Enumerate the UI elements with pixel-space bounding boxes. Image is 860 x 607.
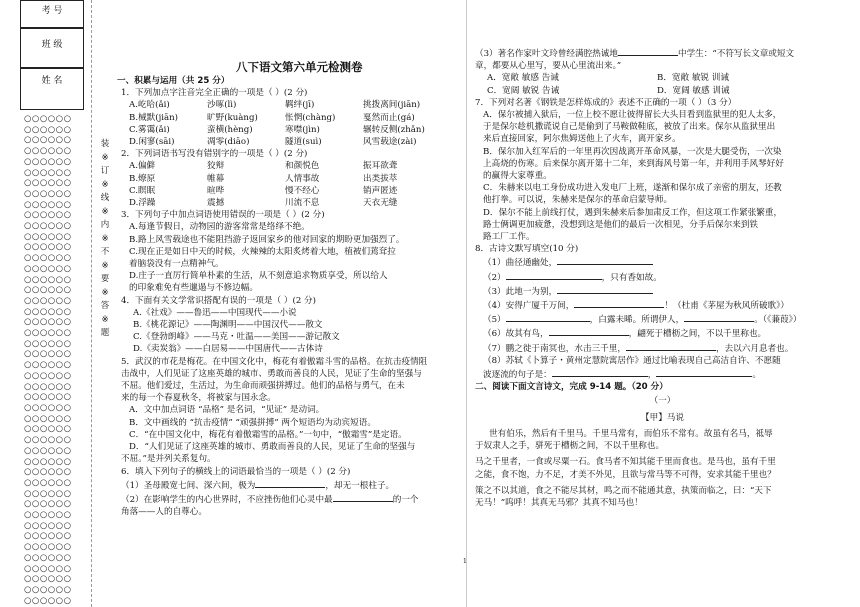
q3-option-d: D.庄子一直厉行简单朴素的生活，从不刻意追求物质享受，所以给人 bbox=[129, 271, 388, 282]
exam-number-label: 考 号 bbox=[41, 6, 63, 16]
q2-option-cell: 狡辩 bbox=[207, 161, 225, 172]
oval-row: ○○○○○○ bbox=[24, 445, 72, 456]
q8-6a: （6）故其有鸟， bbox=[483, 329, 549, 340]
q1-option-cell: C.雾霭(ǎi) bbox=[129, 124, 170, 135]
q8-8d: 。 bbox=[752, 370, 761, 381]
q1-option-cell: 隧道(suì) bbox=[285, 137, 322, 148]
q8-3: （3）此地一为别， bbox=[483, 286, 558, 297]
q8-4b: ！（杜甫《茅屋为秋风所破歌》） bbox=[664, 301, 790, 312]
page-title: 八下语文第六单元检测卷 bbox=[236, 60, 363, 74]
q5-line: 来的每一个春夏秋冬，将被家与国永念。 bbox=[121, 393, 276, 404]
q5-option-b: B．文中画线的 “抗击疫情” “顽强拼搏” 两个短语均为动宾短语。 bbox=[129, 417, 376, 428]
q3-stem: 3．下列句子中加点词语使用错误的一项是（ ）(2 分) bbox=[121, 210, 325, 221]
q1-option-row bbox=[129, 124, 457, 136]
seal-char: ※ bbox=[101, 152, 109, 163]
q1-option-row bbox=[129, 112, 457, 124]
seal-char: ※ bbox=[101, 179, 109, 190]
q1-option-cell: 戛然而止(gá) bbox=[363, 112, 415, 123]
q6-option-row bbox=[487, 85, 850, 97]
q2-option-cell: D.浮躁 bbox=[129, 198, 156, 209]
right-column bbox=[475, 46, 850, 509]
oval-row: ○○○○○○ bbox=[24, 456, 72, 467]
q8-blank-8[interactable] bbox=[626, 341, 716, 351]
q6-options bbox=[475, 72, 850, 96]
q5-option-d-cont: 不屈。”是并列关系复句。 bbox=[121, 454, 216, 465]
seal-char: ※ bbox=[101, 233, 109, 244]
oval-row: ○○○○○○ bbox=[24, 392, 72, 403]
q2-option-cell: 帷幕 bbox=[207, 173, 225, 184]
oval-row: ○○○○○○ bbox=[24, 135, 72, 146]
q1-option-cell: A.屹哈(ǎi) bbox=[129, 100, 170, 111]
oval-row: ○○○○○○ bbox=[24, 595, 72, 606]
q1-option-cell: 辗转反侧(zhǎn) bbox=[363, 124, 425, 135]
oval-row: ○○○○○○ bbox=[24, 328, 72, 339]
q1-options bbox=[117, 99, 457, 148]
q5-option-c: C．“在中国文化中，梅花有着傲霜雪的品格。”一句中，“傲霜雪”是定语。 bbox=[129, 429, 407, 440]
oval-row: ○○○○○○ bbox=[24, 306, 72, 317]
q1-option-cell: 寒噤(jìn) bbox=[285, 124, 320, 135]
q2-options bbox=[117, 160, 457, 209]
seal-char: 不 bbox=[100, 247, 110, 257]
oval-row: ○○○○○○ bbox=[24, 424, 72, 435]
oval-row: ○○○○○○ bbox=[24, 510, 72, 521]
oval-row: ○○○○○○ bbox=[24, 499, 72, 510]
q6-line1-a: （1）圣母殿宽七间、深六间，极为 bbox=[121, 480, 256, 491]
oval-row: ○○○○○○ bbox=[24, 520, 72, 531]
passage-title: 【甲】马说 bbox=[641, 412, 684, 423]
q4-option-d: D.《卖炭翁》——白居易——中国唐代——古体诗 bbox=[133, 344, 323, 355]
q8-blank-1[interactable] bbox=[557, 255, 653, 265]
q6-line1-b: ，却无一根柱子。 bbox=[325, 480, 395, 491]
oval-row: ○○○○○○ bbox=[24, 435, 72, 446]
seal-char: 题 bbox=[100, 328, 110, 338]
seal-char: ※ bbox=[101, 206, 109, 217]
column-divider bbox=[466, 0, 467, 607]
oval-row: ○○○○○○ bbox=[24, 574, 72, 585]
q1-option-cell: 挑拨离间(jiān) bbox=[363, 100, 421, 111]
oval-row: ○○○○○○ bbox=[24, 253, 72, 264]
answer-oval-grid bbox=[24, 114, 84, 606]
oval-row: ○○○○○○ bbox=[24, 188, 72, 199]
q2-option-cell: 天衣无缝 bbox=[363, 198, 398, 209]
page-number: 1 bbox=[463, 558, 467, 565]
q8-6b: ，翩死于槽枥之间，不以千里称也。 bbox=[628, 329, 767, 340]
oval-row: ○○○○○○ bbox=[24, 146, 72, 157]
q5-block bbox=[117, 356, 457, 466]
seal-char: 内 bbox=[100, 220, 110, 230]
q4-option-a: A.《社戏》——鲁迅——中国现代——小说 bbox=[133, 307, 297, 318]
q7-line: 上高烧的伤寒。后来保尔离开第十二年，来到海风号第一年，并利用手风琴好好 bbox=[483, 158, 784, 169]
q7-stem: 7．下列对名著《钢铁是怎样炼成的》表述不正确的一项（ ）（3 分） bbox=[475, 97, 737, 108]
q6-option-cell: B．宽敞 敏锐 训诫 bbox=[657, 73, 729, 84]
q8-stem: 8．古诗文默写填空(10 分) bbox=[475, 244, 579, 255]
section2-sub: （一） bbox=[649, 396, 676, 407]
section1-heading: 一、积累与运用（共 25 分） bbox=[117, 76, 230, 86]
q3-option-b: B.路上风雪载途也不能阻挡游子返回家乡的他对回家的期盼更加强烈了。 bbox=[129, 234, 405, 245]
q7-line: 的赢得大家尊重。 bbox=[483, 171, 552, 182]
class-box bbox=[20, 28, 84, 68]
q5-line: 击战中，人们见证了这座英雄的城市、勇敢而善良的人民，见证了生命的坚强与 bbox=[121, 368, 422, 379]
q2-option-row bbox=[129, 173, 457, 185]
q8-blank-6[interactable] bbox=[684, 312, 754, 322]
q3-options bbox=[117, 221, 457, 294]
q2-option-row bbox=[129, 160, 457, 172]
passage-line: 无马！”呜呼！其真无马邪？其真不知马也！ bbox=[475, 497, 643, 508]
q6-3-a: （3）著名作家叶文玲曾经满腔热诚地 bbox=[475, 49, 618, 59]
q8-5c: 。（《蒹葭》） bbox=[754, 315, 802, 326]
oval-row: ○○○○○○ bbox=[24, 542, 72, 553]
seal-char: 线 bbox=[100, 193, 110, 203]
q2-option-cell: 振耳欲聋 bbox=[363, 161, 398, 172]
q2-option-row bbox=[129, 185, 457, 197]
q1-option-row bbox=[129, 99, 457, 111]
seal-char: 订 bbox=[100, 166, 110, 176]
q7-line: B．保尔加入红军后的一年里再次因战离开革命风暴，一次是大腿受伤，一次染 bbox=[483, 146, 782, 157]
q1-option-cell: B.械默(jiān) bbox=[129, 112, 179, 123]
q6-option-cell: C．宽阔 敏锐 告诫 bbox=[487, 85, 560, 96]
q6-blank-1[interactable] bbox=[255, 478, 325, 488]
passage-line: 于奴隶人之手，骈死于槽枥之间，不以千里称也。 bbox=[475, 441, 665, 452]
oval-row: ○○○○○○ bbox=[24, 295, 72, 306]
left-column bbox=[117, 75, 457, 518]
seal-char: ※ bbox=[101, 287, 109, 298]
q8-7a: （7）鹏之徙于南冥也，水击三千里， bbox=[483, 343, 626, 354]
q7-line: C．朱赫来以电工身份成功进入发电厂上班，遂渐和保尔成了亲密的朋友，还教 bbox=[483, 183, 782, 194]
q3-option-a: A.每逢节假日，动物园的游客常常是络绎不绝。 bbox=[129, 222, 310, 233]
q1-option-cell: 凋零(diāo) bbox=[207, 137, 250, 148]
q8-8c: ， bbox=[647, 370, 657, 381]
seal-char: 答 bbox=[100, 301, 110, 311]
oval-row: ○○○○○○ bbox=[24, 156, 72, 167]
oval-row: ○○○○○○ bbox=[24, 285, 72, 296]
q8-7b: ，去以六月息者也。 bbox=[715, 343, 794, 354]
q2-option-cell: 慢不经心 bbox=[285, 185, 320, 196]
passage-body bbox=[475, 428, 850, 509]
q8-2b: ，只有香如故。 bbox=[601, 272, 662, 283]
q1-option-cell: 旷野(kuàng) bbox=[207, 112, 258, 123]
oval-row: ○○○○○○ bbox=[24, 263, 72, 274]
q7-line: 于是保尔趁机撒谎说自己是偷到了马鞍做鞋底，被放了出来。保尔从监狱里出 bbox=[483, 122, 776, 133]
seal-dashed-line bbox=[91, 0, 92, 607]
oval-row: ○○○○○○ bbox=[24, 167, 72, 178]
q2-stem: 2．下列词语书写没有错别字的一项是（ ）(2 分) bbox=[121, 149, 308, 160]
q7-line: 路士俩调更加疲惫，没想到这是他们的最后一次相见，分手后保尔来到铁 bbox=[483, 219, 759, 230]
oval-row: ○○○○○○ bbox=[24, 242, 72, 253]
q8-5b: ，白露未晞。所谓伊人， bbox=[589, 315, 685, 326]
oval-row: ○○○○○○ bbox=[24, 210, 72, 221]
oval-row: ○○○○○○ bbox=[24, 338, 72, 349]
class-label: 班 级 bbox=[41, 40, 63, 50]
oval-row: ○○○○○○ bbox=[24, 370, 72, 381]
seal-char: ※ bbox=[101, 314, 109, 325]
q2-option-cell: B.燎原 bbox=[129, 173, 156, 184]
q6-option-row bbox=[487, 72, 850, 84]
q8-4a: （4）安得广厦千万间， bbox=[483, 301, 575, 312]
q1-option-cell: 蛮横(hèng) bbox=[207, 124, 253, 135]
oval-row: ○○○○○○ bbox=[24, 477, 72, 488]
q4-option-b: B.《桃花源记》——陶渊明——中国汉代——散文 bbox=[133, 320, 323, 331]
q6-line3-sub bbox=[475, 46, 850, 60]
q8-5a: （5） bbox=[483, 315, 506, 326]
oval-row: ○○○○○○ bbox=[24, 402, 72, 413]
section2-heading: 二、阅读下面文言诗文，完成 9-14 题。（20 分） bbox=[475, 382, 668, 393]
q7-line: 来后直接回家，阿尔焦姆送他上了火车，离开家乡。 bbox=[483, 134, 681, 145]
oval-row: ○○○○○○ bbox=[24, 317, 72, 328]
oval-row: ○○○○○○ bbox=[24, 360, 72, 371]
passage-line: 之能，食不饱，力不足，才美不外见，且欲与常马等不可得，安求其能千里也？ bbox=[475, 469, 776, 480]
q6-3-b: 中学生：“不符写长文章或短文 bbox=[677, 49, 795, 59]
q5-option-a: A．文中加点词语 “品格” 是名词，“见证” 是动词。 bbox=[129, 405, 325, 416]
q8-items bbox=[475, 255, 850, 381]
q4-option-c: C.《登勃朗峰》——马克・吐温——美国——游记散文 bbox=[133, 332, 340, 343]
q2-option-cell: 川流不息 bbox=[285, 198, 320, 209]
q8-blank-3[interactable] bbox=[557, 284, 653, 294]
q7-line: 路工厂工作。 bbox=[483, 232, 535, 243]
q6-option-cell: A．宽敞 敏感 告诫 bbox=[487, 73, 559, 84]
q1-option-cell: 羁绊(jī) bbox=[285, 100, 315, 111]
q2-option-cell: 震撼 bbox=[207, 198, 225, 209]
oval-row: ○○○○○○ bbox=[24, 231, 72, 242]
q3-option-d-cont: 的印象难免有些邋遢与不修边幅。 bbox=[129, 283, 258, 294]
oval-row: ○○○○○○ bbox=[24, 178, 72, 189]
q2-option-cell: 出类拔萃 bbox=[363, 173, 398, 184]
q6-blank-2[interactable] bbox=[333, 492, 393, 502]
q8-blank-7[interactable] bbox=[549, 326, 629, 336]
q8-8a: （8）苏轼《卜算子・黄州定慧院寓居作》通过比喻表现自己高洁自许、不愿随 bbox=[483, 355, 781, 366]
oval-row: ○○○○○○ bbox=[24, 467, 72, 478]
oval-row: ○○○○○○ bbox=[24, 124, 72, 135]
q4-options bbox=[117, 307, 457, 356]
oval-row: ○○○○○○ bbox=[24, 349, 72, 360]
q7-line: A．保尔被捕入狱后，一位上校不愿让彼得留长大头目看到监狱里的犯人太多， bbox=[483, 110, 782, 121]
q3-option-c: C.现在正是如日中天的时候，火辣辣的太阳炙烤着大地，植被们蔫耷拉 bbox=[129, 246, 396, 257]
q8-1: （1）曲径通幽处， bbox=[483, 258, 558, 269]
q7-options bbox=[475, 109, 850, 243]
q3-option-c-cont: 着脑袋没有一点精神气。 bbox=[129, 259, 224, 270]
q7-line: D．保尔不能上前线打仗，遇到朱赫来后参加肃反工作，但这项工作紧张繁重， bbox=[483, 207, 783, 218]
q5-line: 5．武汉的市花是梅花。在中国文化中，梅花有着傲霜斗雪的品格。在抗击疫情阻 bbox=[121, 356, 428, 367]
oval-row: ○○○○○○ bbox=[24, 563, 72, 574]
q5-option-d: D．“人们见证了这座英雄的城市、勇敢而善良的人民，见证了生命的坚强与 bbox=[129, 442, 416, 453]
q8-blank-10[interactable] bbox=[656, 367, 752, 377]
q2-option-cell: 销声匿迹 bbox=[363, 185, 398, 196]
q2-option-cell: C.瞑眠 bbox=[129, 185, 156, 196]
q6-option-cell: D．宽阔 敏感 训诫 bbox=[657, 85, 730, 96]
passage-line: 世有伯乐，然后有千里马。千里马常有，而伯乐不常有。故虽有名马，祗辱 bbox=[489, 428, 773, 439]
q8-blank-4[interactable] bbox=[574, 298, 664, 308]
passage-line: 马之千里者，一食或尽粟一石。食马者不知其能千里而食也。是马也，虽有千里 bbox=[475, 457, 776, 468]
q6-blank-3[interactable] bbox=[618, 46, 678, 56]
q6-line1 bbox=[117, 478, 457, 492]
passage-line: 策之不以其道，食之不能尽其材，鸣之而不能通其意，执策而临之，曰：“天下 bbox=[475, 485, 772, 496]
oval-row: ○○○○○○ bbox=[24, 274, 72, 285]
oval-row: ○○○○○○ bbox=[24, 381, 72, 392]
q2-option-cell: A.偏僻 bbox=[129, 161, 156, 172]
seal-char: ※ bbox=[101, 260, 109, 271]
q1-option-cell: 风雪载途(zài) bbox=[363, 137, 417, 148]
q2-option-cell: 暄哗 bbox=[207, 185, 225, 196]
q8-blank-9[interactable] bbox=[552, 367, 648, 377]
oval-row: ○○○○○○ bbox=[24, 584, 72, 595]
q2-option-cell: 和颜悦色 bbox=[285, 161, 320, 172]
seal-char: 装 bbox=[100, 139, 110, 149]
oval-row: ○○○○○○ bbox=[24, 488, 72, 499]
name-box bbox=[20, 68, 84, 110]
oval-row: ○○○○○○ bbox=[24, 552, 72, 563]
q6-line2 bbox=[117, 492, 457, 506]
q7-line: 他打拳。可以说，朱赫来是保尔的革命启蒙导师。 bbox=[483, 195, 673, 206]
q6-line3: 角落——人的自尊心。 bbox=[121, 507, 207, 518]
oval-row: ○○○○○○ bbox=[24, 199, 72, 210]
q5-line: 不屈。他们爱过，生活过，为生命而顽强拼搏过。他们的品格与勇气，在未 bbox=[121, 381, 405, 392]
q6-line2-b: 的一个 bbox=[392, 494, 419, 505]
oval-row: ○○○○○○ bbox=[24, 114, 72, 124]
q8-8b: 波逐流的句子是： bbox=[483, 370, 552, 381]
q8-blank-5[interactable] bbox=[506, 312, 590, 322]
q1-option-row bbox=[129, 136, 457, 148]
exam-number-box bbox=[20, 0, 84, 28]
q8-2a: （2） bbox=[483, 272, 506, 283]
q4-stem: 4．下面有关文学常识搭配有误的一项是（ ）(2 分) bbox=[121, 295, 316, 306]
q6-stem: 6．填入下列句子的横线上的词语最恰当的一项是（ ）(2 分) bbox=[121, 466, 351, 477]
oval-row: ○○○○○○ bbox=[24, 531, 72, 542]
q1-option-cell: D.闲寥(sāi) bbox=[129, 137, 175, 148]
q1-stem: 1．下列加点字注音完全正确的一项是（ ）(2 分) bbox=[121, 88, 308, 99]
q1-option-cell: 沙啄(lì) bbox=[207, 100, 237, 111]
oval-row: ○○○○○○ bbox=[24, 413, 72, 424]
q6-3-cont: 章，都要从心里写，要从心里流出来。” bbox=[475, 61, 622, 72]
q2-option-cell: 人情事故 bbox=[285, 173, 320, 184]
name-label: 姓 名 bbox=[41, 76, 63, 86]
seal-line-text bbox=[100, 138, 110, 341]
oval-row: ○○○○○○ bbox=[24, 221, 72, 232]
q6-line2-a: （2）在影响学生的内心世界时，不应挫伤他们心灵中最 bbox=[121, 494, 333, 505]
q2-option-row bbox=[129, 197, 457, 209]
q1-option-cell: 怅惘(chàng) bbox=[285, 112, 336, 123]
seal-char: 要 bbox=[100, 274, 110, 284]
q8-blank-2[interactable] bbox=[506, 270, 602, 280]
